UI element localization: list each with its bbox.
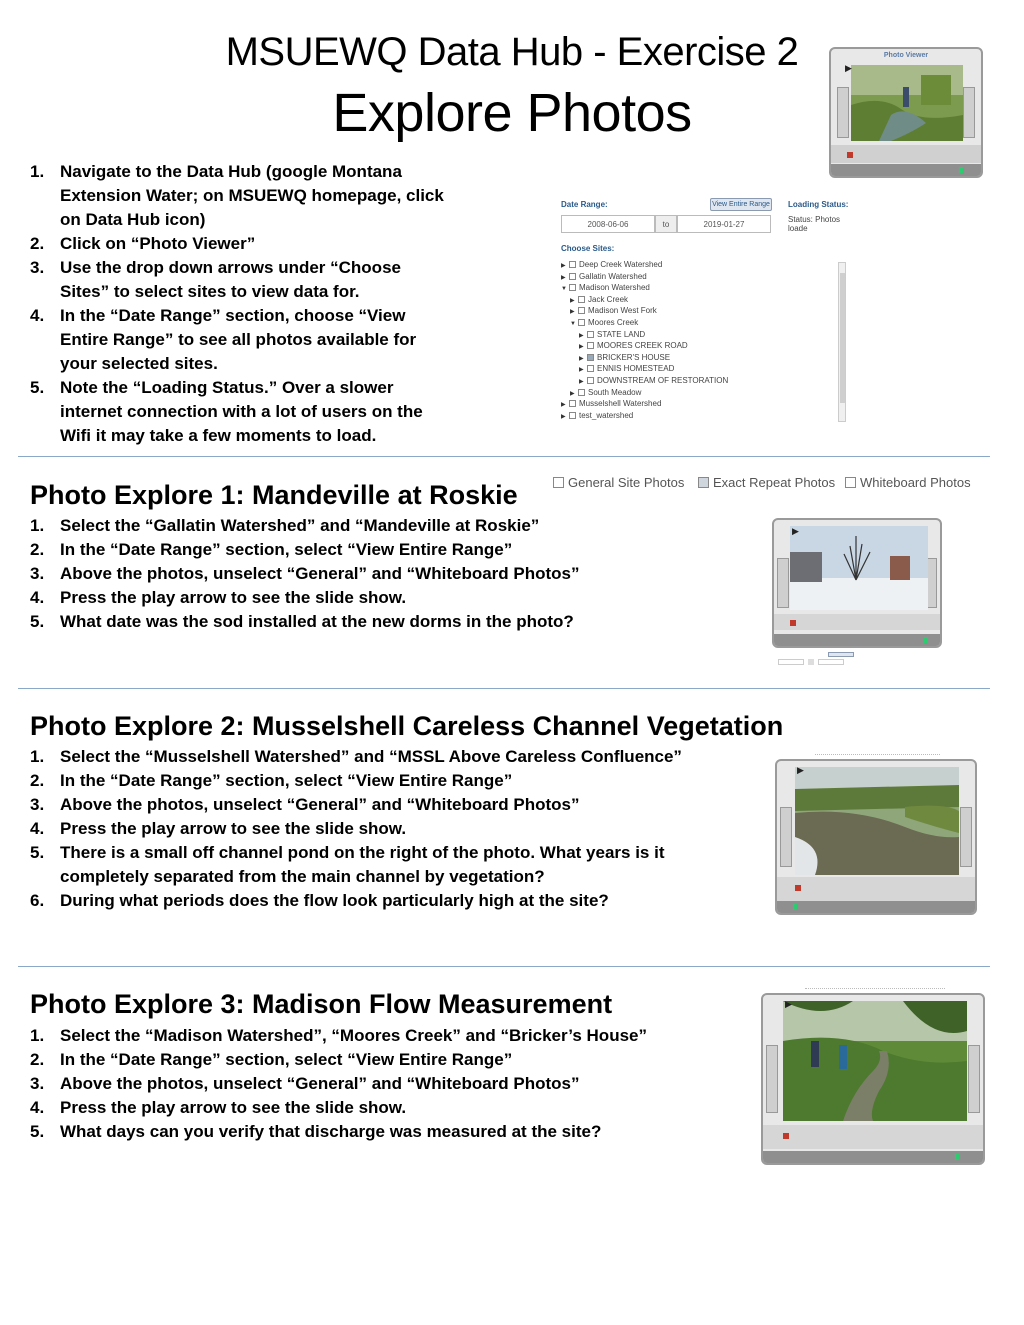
site-label: Moores Creek <box>588 317 639 327</box>
timeline-bar <box>763 1151 983 1163</box>
viewer-musselshell <box>775 759 977 915</box>
site-checkbox[interactable] <box>578 319 585 326</box>
mini-date-range <box>772 656 897 670</box>
site-checkbox[interactable] <box>569 400 576 407</box>
list-item: 5. What date was the sod installed at the new dorms in the photo? <box>30 612 574 631</box>
site-label: ENNIS HOMESTEAD <box>597 364 675 374</box>
viewer-mandeville <box>772 518 942 648</box>
list-item: 1. Select the “Madison Watershed”, “Moores Creek” and “Bricker’s House” <box>30 1026 647 1045</box>
list-item: 3. Above the photos, unselect “General” and “Whiteboard Photos” <box>30 795 580 814</box>
list-item: 5. What days can you verify that discharge was measured at the site? <box>30 1122 602 1141</box>
timeline-bar <box>774 634 940 646</box>
creek-photo <box>851 65 963 141</box>
site-label: STATE LAND <box>597 329 646 339</box>
expand-icon[interactable]: ▶ <box>579 344 584 351</box>
expand-icon[interactable]: ▶ <box>579 367 584 374</box>
site-label: Deep Creek Watershed <box>579 260 663 269</box>
photo-caption <box>831 145 981 163</box>
expand-icon[interactable]: ▶ <box>561 263 566 269</box>
photo-caption <box>777 877 975 901</box>
site-label: Jack Creek <box>588 294 629 304</box>
site-checkbox[interactable] <box>569 273 576 280</box>
section-divider <box>18 688 990 689</box>
timeline-bar <box>777 901 975 913</box>
timeline-marker <box>793 904 797 910</box>
site-tree-item[interactable] <box>561 260 728 272</box>
timeline-marker <box>959 167 963 173</box>
pdf-icon <box>790 620 796 626</box>
site-tree-item[interactable] <box>561 318 728 330</box>
pdf-icon <box>795 885 801 891</box>
list-item: 5. Note the “Loading Status.” Over a slower internet connection with a lot of users on the Wifi it may take a few moments to load. <box>30 378 423 445</box>
creek-measurement-photo <box>783 1001 967 1121</box>
list-item: 4. Press the play arrow to see the slide show. <box>30 588 407 607</box>
expand-icon[interactable]: ▶ <box>570 309 575 316</box>
general-checkbox[interactable] <box>553 477 564 488</box>
play-icon: ▶ <box>792 526 799 536</box>
site-tree-item[interactable] <box>561 341 728 353</box>
section1-title: Photo Explore 1: Mandeville at Roskie <box>30 480 518 510</box>
site-tree-item[interactable] <box>561 376 728 388</box>
collapse-icon[interactable]: ▼ <box>570 320 576 327</box>
list-item: 5. There is a small off channel pond on the right of the photo. What years is it completely separated from the main channel by vegetation? <box>30 843 665 886</box>
site-checkbox[interactable] <box>587 365 594 372</box>
site-tree-item[interactable] <box>561 364 728 376</box>
site-checkbox[interactable] <box>578 296 585 303</box>
site-label: Madison West Fork <box>588 306 657 316</box>
prev-arrow <box>780 807 792 868</box>
expand-icon[interactable]: ▶ <box>579 355 584 362</box>
whiteboard-checkbox[interactable] <box>845 477 856 488</box>
prev-arrow <box>777 558 789 608</box>
tree-scrollbar[interactable] <box>838 262 846 422</box>
pdf-icon <box>783 1133 789 1139</box>
play-icon: ▶ <box>797 765 804 775</box>
section3-steps <box>30 1024 730 1144</box>
filter-general[interactable]: General Site Photos <box>553 475 684 490</box>
site-tree-item[interactable] <box>561 306 728 318</box>
list-item: 2. In the “Date Range” section, select “View Entire Range” <box>30 1050 513 1069</box>
loading-status-label: Loading Status: <box>788 200 849 209</box>
section-divider <box>18 966 990 967</box>
list-item: 3. Above the photos, unselect “General” and “Whiteboard Photos” <box>30 564 580 583</box>
site-tree <box>561 260 728 422</box>
play-icon: ▶ <box>845 63 852 73</box>
section-divider <box>18 456 990 457</box>
expand-icon[interactable]: ▶ <box>579 332 584 339</box>
site-label: DOWNSTREAM OF RESTORATION <box>597 375 729 385</box>
start-date-input[interactable]: 2008-06-06 <box>561 215 655 233</box>
site-checkbox[interactable] <box>578 307 585 314</box>
list-item: 2. In the “Date Range” section, select “View Entire Range” <box>30 771 513 790</box>
site-label: South Meadow <box>588 387 642 397</box>
section3-title: Photo Explore 3: Madison Flow Measurement <box>30 989 613 1019</box>
expand-icon[interactable]: ▶ <box>570 390 575 397</box>
filter-whiteboard[interactable]: Whiteboard Photos <box>845 475 971 490</box>
site-label: Madison Watershed <box>579 283 650 293</box>
list-item: 3. Use the drop down arrows under “Choose Sites” to select sites to view data for. <box>30 258 401 301</box>
site-tree-item[interactable] <box>561 283 728 295</box>
exact-checkbox[interactable] <box>698 477 709 488</box>
viewer3-filters-mini <box>805 983 945 989</box>
site-checkbox[interactable] <box>587 354 594 361</box>
site-tree-item[interactable] <box>561 353 728 365</box>
section1-steps <box>30 514 730 634</box>
site-checkbox[interactable] <box>587 342 594 349</box>
site-tree-item[interactable] <box>561 272 728 284</box>
next-arrow <box>960 807 972 868</box>
site-checkbox[interactable] <box>578 389 585 396</box>
list-item: 4. In the “Date Range” section, choose “View Entire Range” to see all photos available for your selected sites. <box>30 306 417 373</box>
next-arrow <box>963 87 975 138</box>
site-label: BRICKER'S HOUSE <box>597 352 671 362</box>
date-to-label: to <box>655 215 677 233</box>
site-selection-panel <box>547 188 859 428</box>
timeline-marker <box>924 637 928 643</box>
viewer-madison <box>761 993 985 1165</box>
site-checkbox[interactable] <box>569 261 576 268</box>
intro-steps <box>30 160 450 448</box>
site-label: MOORES CREEK ROAD <box>597 341 688 351</box>
expand-icon[interactable]: ▶ <box>570 297 575 304</box>
photo-viewer-title: Photo Viewer <box>883 52 929 59</box>
expand-icon[interactable]: ▶ <box>561 402 566 409</box>
site-label: Musselshell Watershed <box>579 399 662 409</box>
list-item: 4. Press the play arrow to see the slide show. <box>30 819 407 838</box>
list-item: 1. Select the “Gallatin Watershed” and “Mandeville at Roskie” <box>30 516 540 535</box>
site-label: Gallatin Watershed <box>579 271 647 281</box>
page-title: MSUEWQ Data Hub - Exercise 2 <box>225 30 799 74</box>
play-icon: ▶ <box>785 999 792 1009</box>
section2-steps <box>30 745 710 913</box>
end-date-input[interactable]: 2019-01-27 <box>677 215 771 233</box>
list-item: 2. In the “Date Range” section, select “View Entire Range” <box>30 540 513 559</box>
viewer2-filters-mini <box>815 749 940 755</box>
list-item: 1. Navigate to the Data Hub (google Montana Extension Water; on MSUEWQ homepage, click on Data Hub icon) <box>30 162 444 229</box>
photo-viewer-thumbnail <box>829 47 983 178</box>
list-item: 3. Above the photos, unselect “General” and “Whiteboard Photos” <box>30 1074 580 1093</box>
expand-icon[interactable]: ▶ <box>561 274 566 281</box>
expand-icon[interactable]: ▶ <box>561 413 566 420</box>
site-checkbox[interactable] <box>587 377 594 384</box>
timeline-marker <box>955 1154 959 1160</box>
pdf-icon <box>847 152 853 158</box>
view-entire-range-button[interactable]: View Entire Range <box>710 198 772 211</box>
list-item: 6. During what periods does the flow look particularly high at the site? <box>30 891 609 910</box>
site-tree-item[interactable] <box>561 330 728 342</box>
river-photo <box>795 767 959 875</box>
snowy-dorm-photo <box>790 526 928 610</box>
choose-sites-label: Choose Sites: <box>561 244 615 253</box>
collapse-icon[interactable]: ▼ <box>561 286 567 293</box>
list-item: 4. Press the play arrow to see the slide show. <box>30 1098 407 1117</box>
site-tree-item[interactable] <box>561 411 728 423</box>
site-tree-item[interactable] <box>561 399 728 411</box>
loading-status-value: Status: Photos loade <box>788 215 841 233</box>
list-item: 1. Select the “Musselshell Watershed” and “MSSL Above Careless Confluence” <box>30 747 682 766</box>
photo-caption <box>763 1125 983 1149</box>
list-item: 2. Click on “Photo Viewer” <box>30 234 256 253</box>
site-label: test_watershed <box>579 410 634 420</box>
site-tree-item[interactable] <box>561 388 728 400</box>
prev-arrow <box>837 87 849 138</box>
page-subtitle: Explore Photos <box>332 83 692 143</box>
prev-arrow <box>766 1045 778 1112</box>
site-checkbox[interactable] <box>569 412 576 419</box>
filter-exact[interactable]: Exact Repeat Photos <box>698 475 835 490</box>
date-range-label: Date Range: <box>561 200 608 209</box>
photo-caption <box>774 614 940 630</box>
site-checkbox[interactable] <box>569 284 576 291</box>
site-tree-item[interactable] <box>561 295 728 307</box>
next-arrow <box>968 1045 980 1112</box>
site-checkbox[interactable] <box>587 331 594 338</box>
section2-title: Photo Explore 2: Musselshell Careless Channel Vegetation <box>30 711 784 741</box>
expand-icon[interactable]: ▶ <box>579 378 584 385</box>
